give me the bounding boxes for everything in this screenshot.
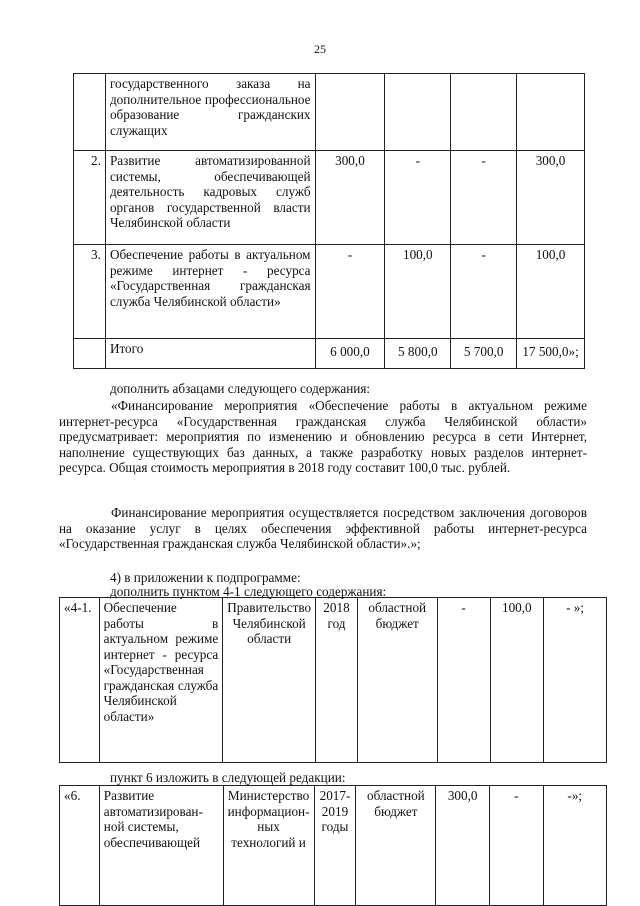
row-number: «4-1. — [60, 598, 100, 763]
row-total: 100,0 — [517, 245, 585, 339]
row-number: 2. — [74, 151, 106, 245]
row-name: Развитие автоматизированной системы, обеспечивающей деятельность кадровых служб органов государственной власти Челябинской области — [105, 151, 315, 245]
row-value-3 — [451, 74, 517, 151]
paragraph-financing-2: Финансирование мероприятия осуществляется посредством заключения договоров на оказание услуг в целях обеспечения эффективной работы интернет-ресурса «Государственная гражданская служба Челябинской области».»; — [59, 505, 587, 551]
row-source: областной бюджет — [357, 598, 437, 763]
paragraph-item-4: 4) в приложении к подпрограмме: — [110, 570, 301, 585]
row-number — [74, 339, 106, 369]
row-value-3: 5 700,0 — [451, 339, 517, 369]
row-value-3: - — [451, 245, 517, 339]
row-value-3: - — [451, 151, 517, 245]
row-value-2: 100,0 — [385, 245, 451, 339]
row-name: Обеспечение работы в актуальном режиме интернет - ресурса «Государственная гражданская служба Челябинской области» — [99, 598, 223, 763]
row-value-1: - — [315, 245, 385, 339]
table-row — [60, 598, 607, 763]
row-value-1: 300,0 — [436, 786, 490, 906]
row-year: 2017-2019 годы — [314, 786, 356, 906]
paragraph-intro: дополнить абзацами следующего содержания: — [110, 381, 371, 396]
row-executor: Правительство Челябинской области — [223, 598, 316, 763]
appendix-table-point-4-1 — [59, 597, 607, 763]
row-total: 17 500,0»; — [517, 339, 585, 369]
row-name: Развитие автоматизирован-ной системы, обеспечивающей — [99, 786, 223, 906]
table-row — [74, 74, 585, 151]
paragraph-point-6: пункт 6 изложить в следующей редакции: — [110, 770, 346, 785]
row-value-1: 6 000,0 — [315, 339, 385, 369]
row-total: 300,0 — [517, 151, 585, 245]
row-name: Итого — [105, 339, 315, 369]
funding-table — [73, 73, 585, 369]
row-number: «6. — [60, 786, 100, 906]
row-value-1: - — [437, 598, 490, 763]
appendix-table-point-6 — [59, 785, 607, 906]
row-number — [74, 74, 106, 151]
row-source: областной бюджет — [356, 786, 436, 906]
row-name: Обеспечение работы в актуальном режиме интернет - ресурса «Государственная гражданская служба Челябинской области» — [105, 245, 315, 339]
row-value-3: - »; — [544, 598, 607, 763]
table-row — [74, 151, 585, 245]
table-row — [60, 786, 607, 906]
table-row — [74, 245, 585, 339]
row-number: 3. — [74, 245, 106, 339]
page-number: 25 — [314, 42, 326, 56]
row-value-2: - — [490, 786, 543, 906]
row-executor: Министерство информацион-ных технологий и — [223, 786, 314, 906]
row-value-1: 300,0 — [315, 151, 385, 245]
row-value-3: -»; — [543, 786, 607, 906]
row-year: 2018 год — [316, 598, 358, 763]
row-value-2: - — [385, 151, 451, 245]
row-total — [517, 74, 585, 151]
paragraph-add-point: дополнить пунктом 4-1 следующего содержания: — [110, 584, 387, 599]
row-value-2: 100,0 — [490, 598, 544, 763]
row-value-2: 5 800,0 — [385, 339, 451, 369]
row-name: государственного заказа на дополнительное профессиональное образование гражданских служащих — [105, 74, 315, 151]
paragraph-financing-1: «Финансирование мероприятия «Обеспечение работы в актуальном режиме интернет-ресурса «Государственная гражданская служба Челябинской области» предусматривает: мероприятия по изменению и обновлению ресурса в сети Интернет, наполнение существующих баз данных, а также разработку новых разделов интернет-ресурса. Общая стоимость мероприятия в 2018 году составит 100,0 тыс. рублей. — [59, 398, 587, 475]
table-row-total — [74, 339, 585, 369]
row-value-2 — [385, 74, 451, 151]
row-value-1 — [315, 74, 385, 151]
